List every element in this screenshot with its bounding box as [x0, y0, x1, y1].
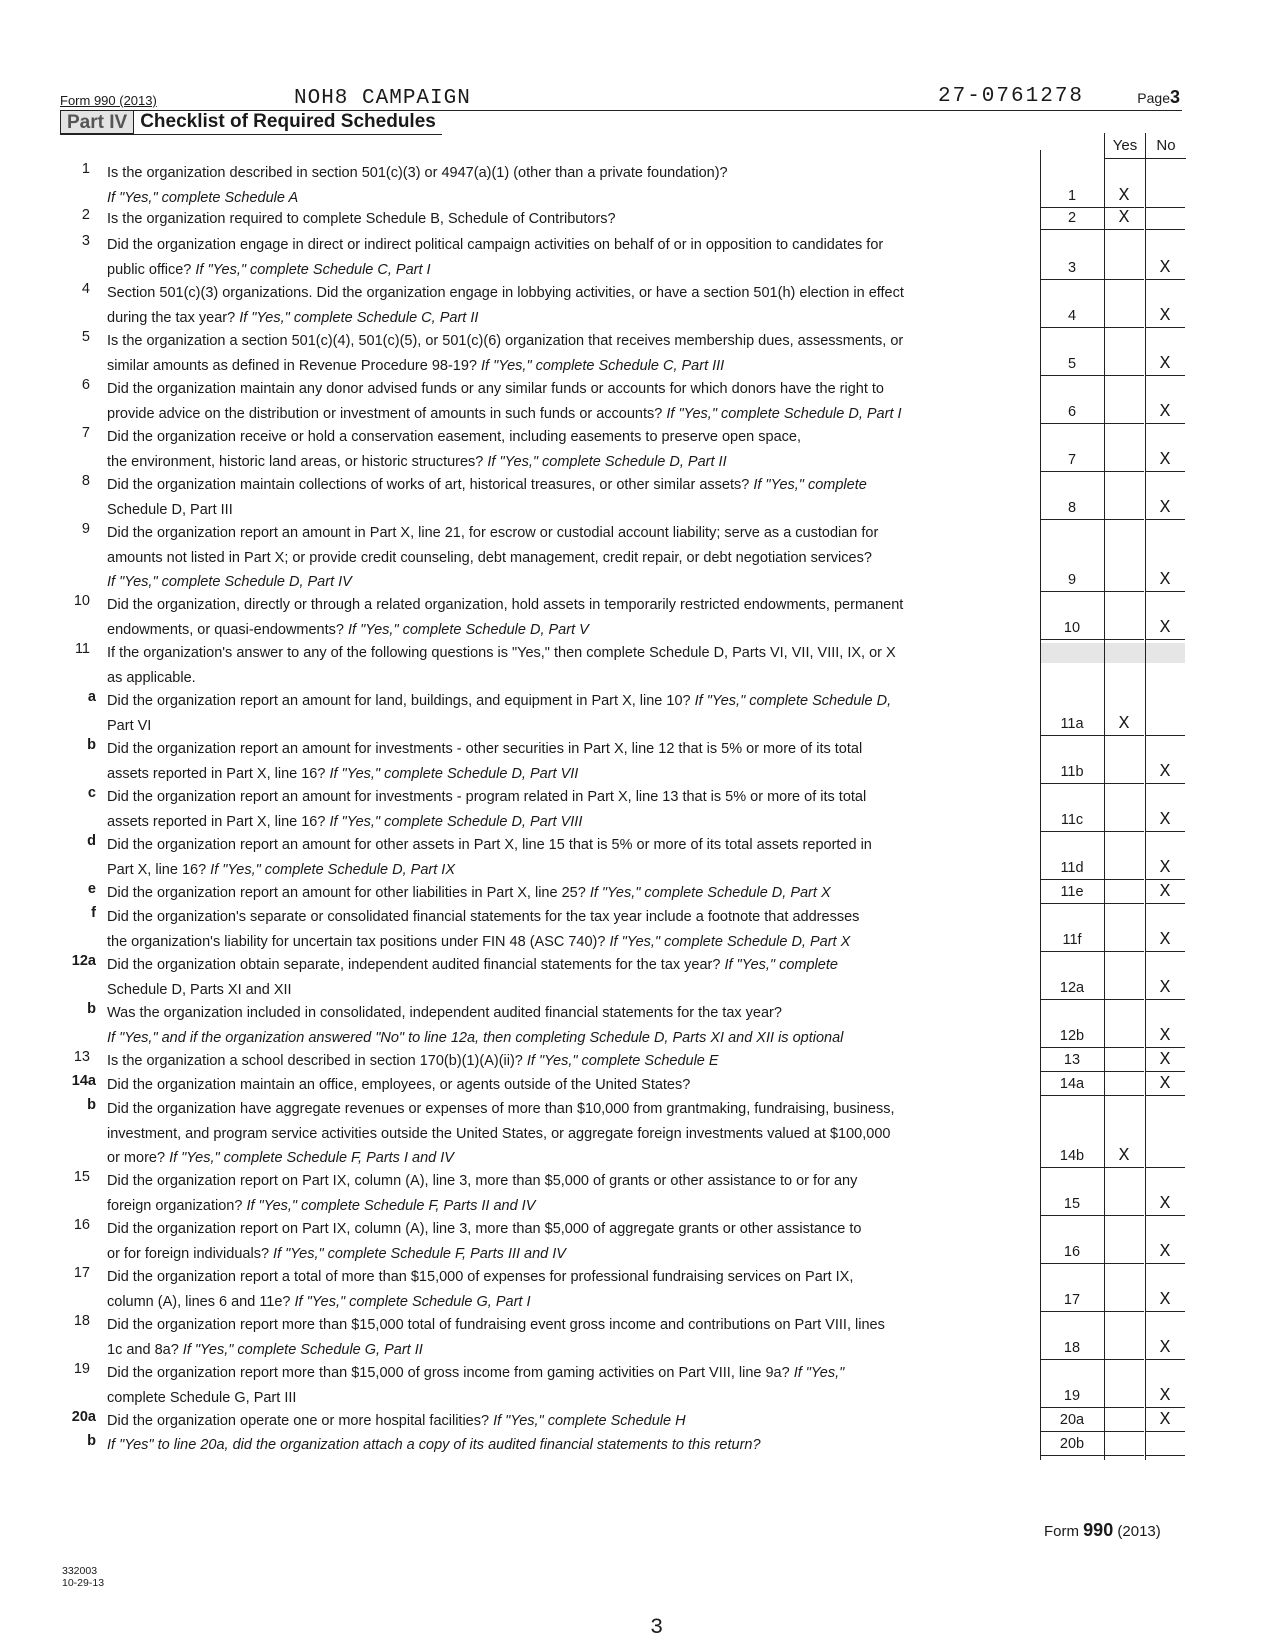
yes-checkbox[interactable] — [1104, 1407, 1144, 1432]
yes-checkbox[interactable] — [1104, 1047, 1144, 1072]
question-text — [107, 425, 1025, 474]
no-checkbox[interactable]: X — [1145, 1287, 1185, 1312]
line-number-box: 2 — [1040, 205, 1104, 230]
no-checkbox[interactable]: X — [1145, 1047, 1185, 1072]
question-sub-label: 20a — [71, 1409, 96, 1425]
part-tag: Part IV — [60, 110, 134, 134]
question-number: 2 — [81, 207, 90, 223]
question-text-line: Did the organization report more than $15,000 of gross income from gaming activities on Part VIII, line 9a? If "Yes," — [107, 1365, 845, 1381]
question-text-line: If the organization's answer to any of the following questions is "Yes," then complete Schedule D, Parts VI, VII, VIII, IX, or X — [107, 645, 896, 661]
no-checkbox[interactable]: X — [1145, 1383, 1185, 1408]
question-text-line: Did the organization have aggregate revenues or expenses of more than $10,000 from grantmaking, fundraising, business, — [107, 1101, 895, 1117]
question-text-line: Did the organization report more than $15,000 total of fundraising event gross income and contributions on Part VIII, lines — [107, 1317, 885, 1333]
yes-checkbox[interactable] — [1104, 1071, 1144, 1096]
no-checkbox[interactable]: X — [1145, 927, 1185, 952]
form-footer — [1044, 1520, 1161, 1541]
yes-checkbox[interactable]: X — [1104, 183, 1144, 208]
no-checkbox[interactable]: X — [1145, 399, 1185, 424]
question-text-line: foreign organization? If "Yes," complete Schedule F, Parts II and IV — [107, 1197, 536, 1214]
line-number-box: 14a — [1040, 1071, 1104, 1096]
no-checkbox[interactable]: X — [1145, 351, 1185, 376]
question-sub-label: f — [91, 905, 96, 921]
form-code-number: 332003 — [62, 1565, 98, 1577]
question-text-line: endowments, or quasi-endowments? If "Yes," complete Schedule D, Part V — [107, 621, 589, 638]
question-text-line: Is the organization described in section 501(c)(3) or 4947(a)(1) (other than a private foundation)? — [107, 165, 728, 181]
yes-checkbox[interactable] — [1104, 255, 1144, 280]
yes-checkbox[interactable] — [1104, 303, 1144, 328]
no-checkbox[interactable]: X — [1145, 807, 1185, 832]
question-text — [107, 737, 1025, 786]
yes-checkbox[interactable] — [1104, 1335, 1144, 1360]
question-number: 18 — [73, 1313, 90, 1329]
part-title: Checklist of Required Schedules — [140, 111, 436, 132]
footer-year: (2013) — [1117, 1523, 1161, 1540]
question-sub-label: b — [87, 1097, 96, 1113]
question-number: 16 — [73, 1217, 90, 1233]
yes-checkbox[interactable] — [1104, 975, 1144, 1000]
column-rule — [1104, 150, 1105, 1460]
question-text-line: Did the organization report on Part IX, column (A), line 3, more than $5,000 of grants or other assistance to or for any — [107, 1173, 858, 1189]
question-text-line: Did the organization report an amount for land, buildings, and equipment in Part X, line 10? If "Yes," complete Schedule D, — [107, 693, 892, 709]
line-number-box: 10 — [1040, 615, 1104, 640]
question-text-line: Is the organization a section 501(c)(4), 501(c)(5), or 501(c)(6) organization that receives membership dues, assessments, or — [107, 333, 904, 349]
question-text — [107, 593, 1025, 642]
yes-checkbox[interactable] — [1104, 1431, 1144, 1456]
question-text-line: Did the organization obtain separate, independent audited financial statements for the tax year? If "Yes," complete — [107, 957, 838, 973]
question-sub-label: e — [87, 881, 96, 897]
yes-checkbox[interactable]: X — [1104, 711, 1144, 736]
question-text-line: Did the organization, directly or through a related organization, hold assets in temporarily restricted endowments, permanent — [107, 597, 904, 613]
no-checkbox[interactable] — [1145, 711, 1185, 736]
question-number: 9 — [81, 521, 90, 537]
yes-column-header: Yes — [1105, 133, 1146, 158]
page-number-bottom: 3 — [650, 1615, 664, 1640]
question-text-line: as applicable. — [107, 669, 196, 686]
question-text — [107, 377, 1025, 426]
question-text-line: Did the organization report an amount for other liabilities in Part X, line 25? If "Yes," complete Schedule D, Part X — [107, 885, 831, 901]
line-number-box: 11a — [1040, 711, 1104, 736]
line-number-box: 15 — [1040, 1191, 1104, 1216]
line-number-box: 20b — [1040, 1431, 1104, 1456]
question-text-line: Did the organization report an amount for other assets in Part X, line 15 that is 5% or more of its total assets reported in — [107, 837, 872, 853]
question-text — [107, 1217, 1025, 1266]
footer-form-word: Form — [1044, 1523, 1079, 1540]
no-checkbox[interactable]: X — [1145, 855, 1185, 880]
question-text-line: If "Yes," complete Schedule A — [107, 189, 299, 206]
question-sub-label: 12a — [71, 953, 96, 969]
question-text-line: provide advice on the distribution or investment of amounts in such funds or accounts? If "Yes," complete Schedule D, Part I — [107, 405, 902, 422]
question-number: 11 — [74, 641, 90, 657]
line-number-box: 6 — [1040, 399, 1104, 424]
question-text-line: Did the organization maintain any donor advised funds or any similar funds or accounts for which donors have the right to — [107, 381, 884, 397]
question-text-line: the organization's liability for uncertain tax positions under FIN 48 (ASC 740)? If "Yes," complete Schedule D, Part X — [107, 933, 851, 950]
question-text-line: or more? If "Yes," complete Schedule F, Parts I and IV — [107, 1150, 454, 1166]
question-text-line: Did the organization receive or hold a conservation easement, including easements to preserve open space, — [107, 429, 801, 445]
question-number: 8 — [81, 473, 90, 489]
yes-checkbox[interactable] — [1104, 399, 1144, 424]
question-text — [107, 905, 1025, 954]
question-sub-label: 14a — [71, 1073, 96, 1089]
question-text-line: assets reported in Part X, line 16? If "Yes," complete Schedule D, Part VII — [107, 765, 579, 782]
question-text-line: Did the organization maintain collections of works of art, historical treasures, or other similar assets? If "Yes," complete — [107, 477, 867, 493]
organization-name: NOH8 CAMPAIGN — [294, 87, 471, 110]
question-number: 10 — [73, 593, 90, 609]
question-text — [107, 521, 1025, 595]
line-number-box: 18 — [1040, 1335, 1104, 1360]
question-text — [107, 1313, 1025, 1362]
line-number-box: 11d — [1040, 855, 1104, 880]
question-text-line: Did the organization engage in direct or indirect political campaign activities on behalf of or in opposition to candidates for — [107, 237, 884, 253]
line-number-box: 11f — [1040, 927, 1104, 952]
question-text-line: Was the organization included in consolidated, independent audited financial statements for the tax year? — [107, 1005, 782, 1021]
yes-checkbox[interactable] — [1104, 855, 1144, 880]
column-rule — [1040, 150, 1041, 1460]
question-number: 1 — [81, 161, 90, 177]
question-text-line: Section 501(c)(3) organizations. Did the organization engage in lobbying activities, or have a section 501(h) election in effect — [107, 285, 904, 301]
question-text — [107, 1097, 1025, 1171]
question-number: 7 — [81, 425, 90, 441]
no-checkbox[interactable]: X — [1145, 1407, 1185, 1432]
no-checkbox[interactable]: X — [1145, 1335, 1185, 1360]
question-text — [107, 833, 1025, 882]
form-code — [62, 1565, 104, 1589]
question-text-line: Did the organization report an amount for investments - other securities in Part X, line 12 that is 5% or more of its total — [107, 741, 863, 757]
line-number-box: 16 — [1040, 1239, 1104, 1264]
question-text-line: complete Schedule G, Part III — [107, 1389, 297, 1406]
no-checkbox[interactable]: X — [1145, 255, 1185, 280]
question-sub-label: b — [87, 1001, 96, 1017]
yes-checkbox[interactable] — [1104, 807, 1144, 832]
question-text — [107, 641, 1025, 690]
yes-checkbox[interactable] — [1104, 1023, 1144, 1048]
column-rule — [1145, 150, 1146, 1460]
question-text — [107, 1265, 1025, 1314]
question-text — [107, 281, 1025, 330]
form-code-date: 10-29-13 — [62, 1577, 105, 1589]
question-text-line: Part VI — [107, 717, 152, 734]
question-text — [107, 329, 1025, 378]
question-text-line: assets reported in Part X, line 16? If "Yes," complete Schedule D, Part VIII — [107, 813, 583, 830]
no-checkbox[interactable] — [1145, 1143, 1185, 1168]
question-text — [107, 1361, 1025, 1410]
line-number-box: 11b — [1040, 759, 1104, 784]
question-number: 4 — [81, 281, 90, 297]
question-text-line: investment, and program service activities outside the United States, or aggregate foreign investments valued at $100,000 — [107, 1125, 891, 1142]
yes-checkbox[interactable] — [1104, 615, 1144, 640]
line-number-box: 12a — [1040, 975, 1104, 1000]
question-sub-label: c — [87, 785, 96, 801]
no-checkbox[interactable]: X — [1145, 975, 1185, 1000]
question-text — [107, 1433, 1025, 1458]
question-text-line: Did the organization operate one or more hospital facilities? If "Yes," complete Schedule H — [107, 1413, 686, 1429]
question-text — [107, 785, 1025, 834]
yes-checkbox[interactable] — [1104, 927, 1144, 952]
question-sub-label: b — [87, 1433, 96, 1449]
yes-checkbox[interactable] — [1104, 1191, 1144, 1216]
line-number-box: 17 — [1040, 1287, 1104, 1312]
no-checkbox[interactable]: X — [1145, 1191, 1185, 1216]
question-text-line: Did the organization report on Part IX, column (A), line 3, more than $5,000 of aggregate grants or other assistance to — [107, 1221, 862, 1237]
yes-checkbox[interactable] — [1104, 447, 1144, 472]
question-sub-label: d — [87, 833, 96, 849]
question-text — [107, 881, 1025, 906]
question-text-line: Did the organization report a total of more than $15,000 of expenses for professional fundraising services on Part IX, — [107, 1269, 854, 1285]
no-checkbox[interactable]: X — [1145, 1071, 1185, 1096]
question-text — [107, 1409, 1025, 1434]
question-text-line: 1c and 8a? If "Yes," complete Schedule G, Part II — [107, 1341, 423, 1358]
no-checkbox[interactable]: X — [1145, 759, 1185, 784]
yes-checkbox[interactable] — [1104, 1383, 1144, 1408]
no-checkbox[interactable]: X — [1145, 567, 1185, 592]
question-text-line: If "Yes," complete Schedule D, Part IV — [107, 574, 352, 590]
no-checkbox[interactable]: X — [1145, 303, 1185, 328]
line-number-box: 7 — [1040, 447, 1104, 472]
form-label: Form 990 (2013) — [60, 93, 157, 108]
no-checkbox[interactable] — [1145, 1431, 1185, 1456]
question-text — [107, 233, 1025, 282]
no-checkbox[interactable]: X — [1145, 615, 1185, 640]
yes-checkbox[interactable]: X — [1104, 1143, 1144, 1168]
question-text — [107, 161, 1025, 210]
question-text-line: public office? If "Yes," complete Schedule C, Part I — [107, 261, 431, 278]
question-text-line: column (A), lines 6 and 11e? If "Yes," complete Schedule G, Part I — [107, 1293, 531, 1310]
question-text-line: If "Yes" to line 20a, did the organization attach a copy of its audited financial statements to this return? — [107, 1437, 761, 1453]
yes-checkbox[interactable] — [1104, 1287, 1144, 1312]
shaded-cell — [1040, 643, 1185, 663]
yes-checkbox[interactable] — [1104, 879, 1144, 904]
question-text-line: Part X, line 16? If "Yes," complete Schedule D, Part IX — [107, 861, 456, 878]
question-sub-label: a — [87, 689, 96, 705]
question-sub-label: b — [87, 737, 96, 753]
question-text-line: Schedule D, Part III — [107, 501, 233, 518]
line-number-box: 4 — [1040, 303, 1104, 328]
line-number-box: 14b — [1040, 1143, 1104, 1168]
yes-checkbox[interactable] — [1104, 495, 1144, 520]
line-number-box: 1 — [1040, 183, 1104, 208]
question-text — [107, 1001, 1025, 1050]
question-number: 15 — [73, 1169, 90, 1185]
question-text — [107, 207, 1025, 232]
question-text-line: or for foreign individuals? If "Yes," complete Schedule F, Parts III and IV — [107, 1245, 566, 1262]
question-number: 3 — [81, 233, 90, 249]
line-number-box: 11e — [1040, 879, 1104, 904]
question-number: 17 — [73, 1265, 90, 1281]
line-number-box: 12b — [1040, 1023, 1104, 1048]
question-text-line: the environment, historic land areas, or historic structures? If "Yes," complete Schedule D, Part II — [107, 453, 727, 470]
question-text-line: Did the organization's separate or consolidated financial statements for the tax year include a footnote that addresses — [107, 909, 860, 925]
yes-checkbox[interactable] — [1104, 759, 1144, 784]
question-text-line: during the tax year? If "Yes," complete Schedule C, Part II — [107, 309, 479, 326]
no-checkbox[interactable]: X — [1145, 447, 1185, 472]
question-text-line: Is the organization a school described in section 170(b)(1)(A)(ii)? If "Yes," complete Schedule E — [107, 1053, 719, 1069]
question-text — [107, 1049, 1025, 1074]
yes-checkbox[interactable]: X — [1104, 205, 1144, 230]
line-number-box: 9 — [1040, 567, 1104, 592]
line-number-box: 11c — [1040, 807, 1104, 832]
question-text — [107, 1169, 1025, 1218]
yes-checkbox[interactable] — [1104, 351, 1144, 376]
question-number: 19 — [73, 1361, 90, 1377]
line-number-box: 20a — [1040, 1407, 1104, 1432]
no-checkbox[interactable]: X — [1145, 1239, 1185, 1264]
question-number: 13 — [73, 1049, 90, 1065]
no-checkbox[interactable] — [1145, 205, 1185, 230]
question-number: 6 — [81, 377, 90, 393]
question-text-line: If "Yes," and if the organization answered "No" to line 12a, then completing Schedule D, Parts XI and XII is optional — [107, 1029, 844, 1046]
line-number-box: 3 — [1040, 255, 1104, 280]
line-number-box: 5 — [1040, 351, 1104, 376]
line-number-box: 13 — [1040, 1047, 1104, 1072]
page-word: Page — [1137, 90, 1170, 106]
line-number-box: 19 — [1040, 1383, 1104, 1408]
question-text-line: Did the organization report an amount for investments - program related in Part X, line 13 that is 5% or more of its total — [107, 789, 867, 805]
no-checkbox[interactable]: X — [1145, 879, 1185, 904]
question-text-line: similar amounts as defined in Revenue Procedure 98-19? If "Yes," complete Schedule C, Part III — [107, 357, 725, 374]
question-text — [107, 1073, 1025, 1098]
no-checkbox[interactable]: X — [1145, 495, 1185, 520]
question-text — [107, 689, 1025, 738]
question-text-line: amounts not listed in Part X; or provide credit counseling, debt management, credit repair, or debt negotiation services? — [107, 549, 872, 566]
no-column-header: No — [1156, 137, 1176, 154]
ein: 27-0761278 — [938, 85, 1085, 108]
line-number-box: 8 — [1040, 495, 1104, 520]
question-text-line: Schedule D, Parts XI and XII — [107, 981, 292, 998]
question-text — [107, 953, 1025, 1002]
yes-checkbox[interactable] — [1104, 567, 1144, 592]
page-number: 3 — [1169, 87, 1180, 107]
question-text — [107, 473, 1025, 522]
no-checkbox[interactable]: X — [1145, 1023, 1185, 1048]
footer-form-number: 990 — [1083, 1520, 1114, 1540]
question-text-line: Is the organization required to complete Schedule B, Schedule of Contributors? — [107, 211, 616, 227]
yes-checkbox[interactable] — [1104, 1239, 1144, 1264]
question-text-line: Did the organization maintain an office, employees, or agents outside of the United States? — [107, 1077, 691, 1093]
question-text-line: Did the organization report an amount in Part X, line 21, for escrow or custodial account liability; serve as a custodian for — [107, 525, 879, 541]
question-number: 5 — [81, 329, 90, 345]
